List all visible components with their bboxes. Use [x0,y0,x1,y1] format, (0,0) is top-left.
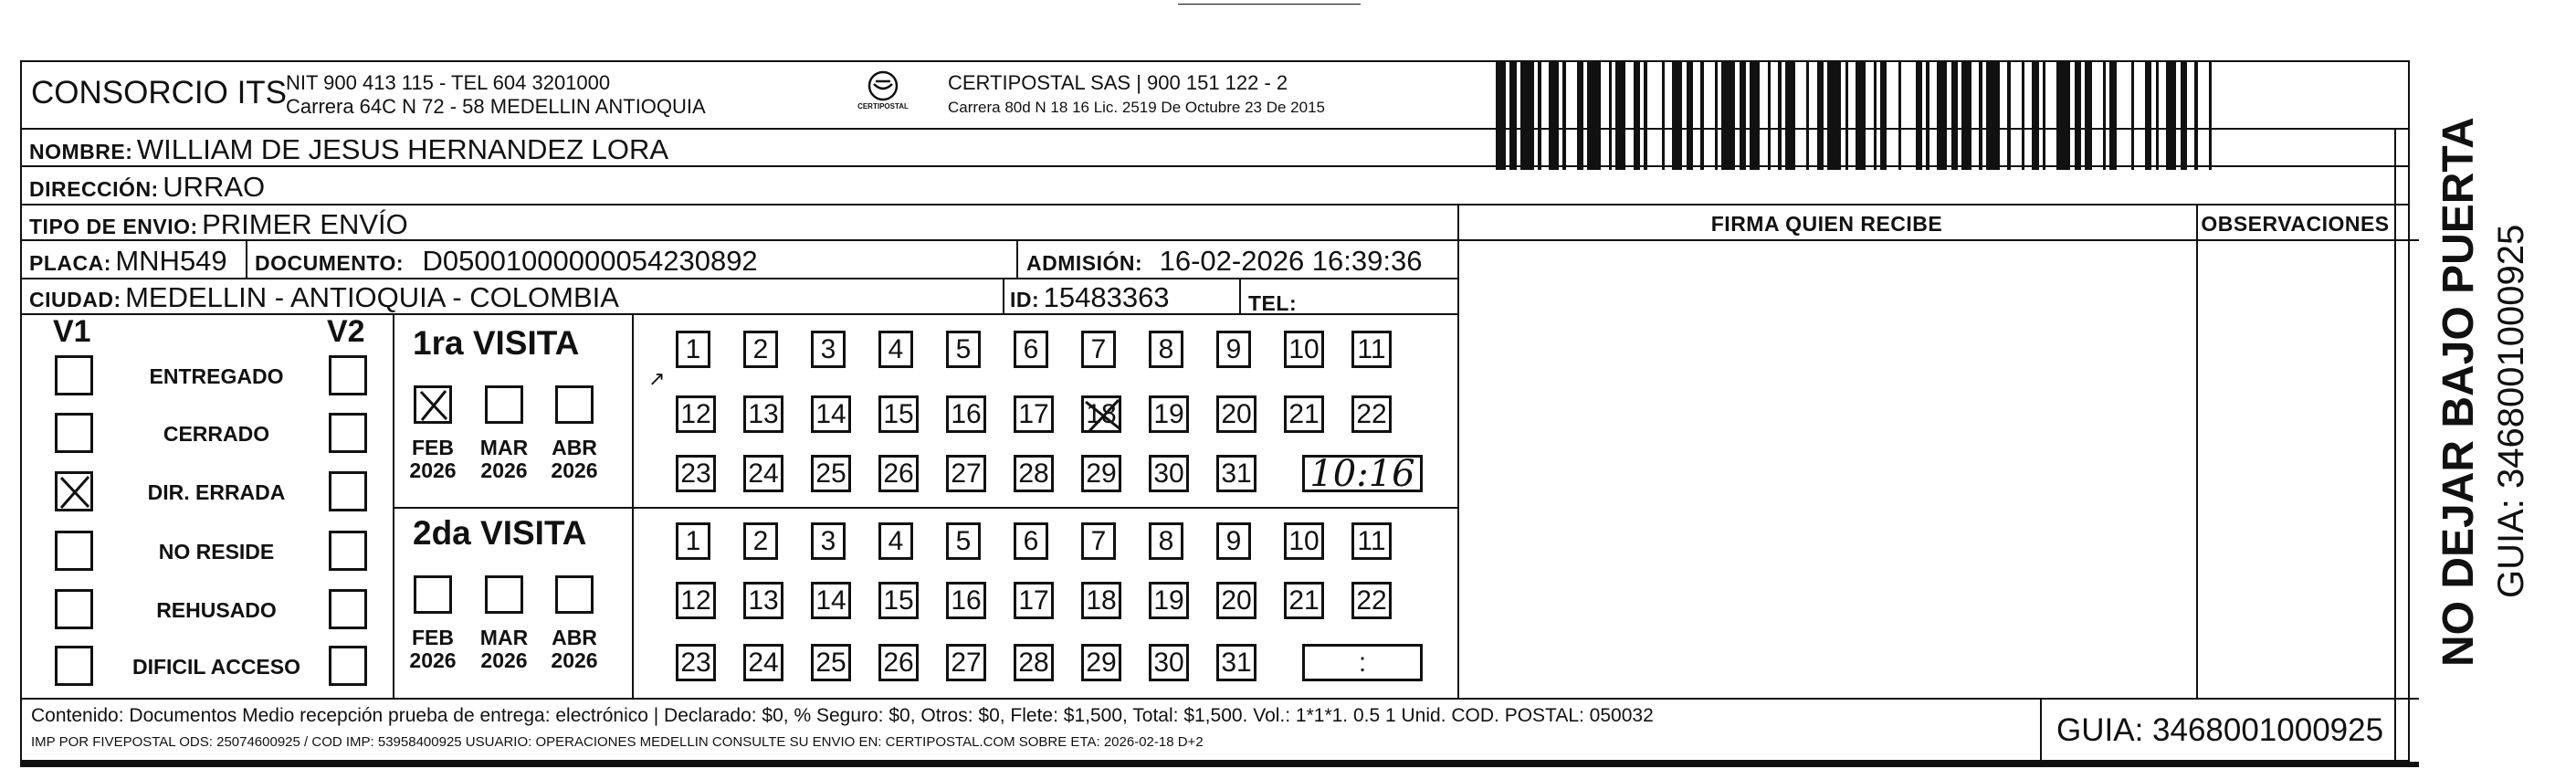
status-label: DIFICIL ACCESO [131,655,300,679]
visit2-day-box[interactable] [878,644,919,681]
day-number: 20 [1221,399,1252,429]
day-number: 31 [1221,458,1252,489]
visit2-day-box[interactable] [811,644,851,681]
handwritten-x-mark [58,474,92,511]
month-year: 2026 [480,648,528,672]
day-number: 19 [1153,399,1184,429]
visit2-day-box[interactable] [878,582,919,619]
visit2-title: 2da VISITA [413,514,587,552]
id-value: 15483363 [1043,281,1170,313]
grid-line [2394,128,2396,762]
visit1-month-label [401,437,465,482]
v1-checkbox[interactable] [55,646,93,686]
day-number: 3 [820,334,836,364]
visit1-day-box[interactable] [743,395,783,433]
day-number: 28 [1018,458,1049,489]
visit2-day-box[interactable] [1081,522,1116,560]
v1-checkbox[interactable] [55,471,93,511]
firma-header: FIRMA QUIEN RECIBE [1710,212,1943,236]
nombre-label: NOMBRE: [29,140,133,163]
visit1-day-box[interactable] [878,455,919,492]
visit1-day-box[interactable] [811,455,851,492]
direccion-row [29,171,265,204]
visit2-day-box[interactable] [1216,582,1256,619]
grid-line [20,204,2410,205]
day-number: 20 [1221,585,1252,616]
placa-label: PLACA: [29,251,111,275]
day-number: 5 [955,334,972,364]
grid-line [20,278,1457,279]
company-address: Carrera 64C N 72 - 58 MEDELLIN ANTIOQUIA [286,95,706,118]
day-number: 11 [1357,334,1386,364]
visit2-day-box[interactable] [811,522,846,560]
grid-line [1016,239,1018,278]
tel-row [1248,285,1297,318]
handwritten-x-mark [1084,398,1124,441]
admision-label: ADMISIÓN: [1026,251,1143,275]
grid-line [246,239,247,278]
status-label: NO RESIDE [158,540,275,564]
day-number: 3 [820,526,836,556]
tipo-label: TIPO DE ENVIO: [29,215,198,238]
id-row [1010,281,1170,314]
day-number: 13 [748,399,779,429]
day-number: 6 [1023,526,1039,556]
day-number: 1 [685,526,701,556]
v1-checkbox[interactable] [55,531,93,571]
day-number: 29 [1086,458,1117,489]
ciudad-label: CIUDAD: [29,288,121,311]
visit2-day-box[interactable] [1149,522,1183,560]
day-number: 19 [1153,585,1184,616]
visit2-day-box[interactable] [946,644,986,681]
visit2-day-box[interactable] [1351,582,1392,619]
status-label: REHUSADO [156,598,277,622]
grid-line [1003,278,1004,313]
tel-label: TEL: [1248,291,1298,315]
day-number: 16 [951,399,982,429]
day-number: 23 [680,648,711,678]
month-year: 2026 [409,648,457,672]
visit2-day-box[interactable] [743,644,783,681]
day-number: 13 [748,585,779,616]
day-number: 17 [1018,585,1049,616]
visit1-day-box[interactable] [743,331,778,368]
ciudad-value: MEDELLIN - ANTIOQUIA - COLOMBIA [125,281,619,313]
visit2-day-box[interactable] [1216,522,1251,560]
month-year: 2026 [409,458,457,482]
day-number: 28 [1018,648,1049,678]
visit1-day-box[interactable] [676,455,716,492]
day-number: 25 [815,648,846,678]
documento-value: D05001000000054230892 [422,245,758,277]
visit2-day-box[interactable] [1284,522,1324,560]
day-number: 18 [1086,399,1117,429]
visit1-day-box[interactable] [1284,395,1324,433]
visit1-day-box[interactable] [1081,331,1116,368]
v2-label: V2 [327,314,365,349]
visit2-day-box[interactable] [1081,644,1121,681]
visit1-day-box[interactable] [676,395,716,433]
visit2-day-box[interactable] [676,582,716,619]
visit1-day-box[interactable] [1351,331,1392,368]
day-number: 21 [1288,585,1320,616]
side-guia: GUIA: 3468001000925 [2491,224,2531,598]
documento-label: DOCUMENTO: [255,251,405,275]
visit1-day-box[interactable] [878,395,919,433]
day-number: 10 [1288,526,1320,556]
grid-line [20,128,2410,130]
visit1-month-label [542,437,606,482]
day-number: 1 [685,334,701,364]
v2-checkbox[interactable] [329,589,367,629]
day-number: 9 [1225,334,1242,364]
day-number: 12 [680,399,711,429]
day-number: 4 [888,334,904,364]
visit1-title: 1ra VISITA [413,324,580,362]
admision-value: 16-02-2026 16:39:36 [1159,245,1423,277]
company-name: CONSORCIO ITS [31,75,288,111]
day-number: 16 [951,585,982,616]
month-name: ABR [552,436,597,459]
day-number: 24 [748,648,779,678]
day-number: 7 [1090,334,1107,364]
day-number: 18 [1086,585,1117,616]
visit1-day-box[interactable] [878,331,913,368]
visit1-day-box[interactable] [1081,455,1121,492]
visit1-month-label [472,437,536,482]
visit1-day-box[interactable] [946,455,986,492]
visit1-day-box[interactable] [1351,395,1392,433]
visit2-day-box[interactable] [1081,582,1121,619]
day-number: 26 [883,458,914,489]
day-number: 7 [1090,526,1107,556]
visit1-day-box[interactable] [1014,455,1054,492]
grid-line [632,313,634,698]
visit1-day-box[interactable] [1216,455,1256,492]
day-number: 11 [1357,526,1386,556]
placa-row [29,245,227,278]
visit1-time-box[interactable] [1302,453,1423,495]
side-warning: NO DEJAR BAJO PUERTA [2434,117,2483,667]
top-edge-line [1178,4,1361,5]
day-number: 21 [1288,399,1320,429]
day-number: 23 [680,458,711,489]
visit2-day-box[interactable] [1149,582,1189,619]
visit1-day-box[interactable] [676,331,710,368]
v2-checkbox[interactable] [329,646,367,686]
visit1-day-box[interactable] [743,455,783,492]
admision-row [1026,245,1422,278]
day-number: 22 [1356,399,1387,429]
month-year: 2026 [551,648,598,672]
month-name: MAR [479,626,529,649]
day-number: 8 [1158,526,1174,556]
nombre-value: WILLIAM DE JESUS HERNANDEZ LORA [136,133,669,165]
day-number: 5 [955,526,972,556]
visit1-day-box[interactable] [1014,395,1054,433]
visit2-day-box[interactable] [743,522,778,560]
id-label: ID: [1010,288,1040,311]
visit2-day-box[interactable] [878,522,913,560]
day-number: 30 [1153,458,1184,489]
v2-checkbox[interactable] [329,531,367,571]
v2-checkbox[interactable] [329,413,367,453]
day-number: 14 [815,399,846,429]
day-number: 24 [748,458,779,489]
status-label: DIR. ERRADA [147,480,286,504]
status-label: ENTREGADO [149,364,284,388]
visit2-day-box[interactable] [676,644,716,681]
visit2-month-checkbox[interactable] [414,575,452,614]
bottom-edge-line [20,762,2419,767]
visit1-day-box[interactable] [811,395,851,433]
visit1-month-checkbox[interactable] [555,385,594,424]
visit2-day-box[interactable] [676,522,710,560]
day-number: 17 [1018,399,1049,429]
direccion-label: DIRECCIÓN: [29,177,159,201]
visit2-day-box[interactable] [1014,582,1054,619]
visit2-day-box[interactable] [1014,522,1048,560]
company-nit: NIT 900 413 115 - TEL 604 3201000 [286,71,611,94]
visit1-month-checkbox[interactable] [414,385,452,424]
visit2-day-box[interactable] [743,582,783,619]
visit2-month-label [472,627,536,672]
grid-line [393,507,1457,509]
visit1-day-box[interactable] [1149,331,1183,368]
visit1-day-box[interactable] [1216,395,1256,433]
day-number: 12 [680,585,711,616]
carrier-address: Carrera 80d N 18 16 Lic. 2519 De Octubre 23 De 2015 [948,99,1325,116]
footer-guia: GUIA: 3468001000925 [2056,712,2384,748]
visit2-day-box[interactable] [1284,582,1324,619]
visit1-day-box[interactable] [1014,331,1048,368]
footer-imp: IMP POR FIVEPOSTAL ODS: 25074600925 / COD IMP: 53958400925 USUARIO: OPERACIONES MEDELLIN CONSULTE SU ENVIO EN: CERTIPOSTAL.COM SOBRE ETA: 2026-02-18 D+2 [31,734,1204,750]
grid-line [20,698,2419,700]
day-number: 15 [883,399,914,429]
day-number: 14 [815,585,846,616]
day-number: 25 [815,458,846,489]
day-number: 26 [883,648,914,678]
v1-label: V1 [53,314,91,349]
visit1-day-box[interactable] [1216,331,1251,368]
day-number: 30 [1153,648,1184,678]
day-number: 15 [883,585,914,616]
v2-checkbox[interactable] [329,471,367,511]
visit1-day-box[interactable] [811,331,846,368]
handwritten-x-mark [416,388,451,423]
grid-line [2040,698,2042,762]
ciudad-row [29,281,619,314]
grid-line [1239,278,1241,313]
v2-checkbox[interactable] [329,355,367,395]
visit2-day-box[interactable] [1014,644,1054,681]
nombre-row [29,133,668,166]
visit2-month-checkbox[interactable] [485,575,523,614]
grid-line [393,313,394,698]
day-number: 27 [951,648,982,678]
month-name: FEB [412,436,454,459]
visit1-tick-mark: ↗ [648,367,666,390]
visit2-day-box[interactable] [1149,644,1189,681]
visit1-day-box[interactable] [1284,331,1324,368]
visit2-time-value: : [1358,648,1367,678]
observaciones-header: OBSERVACIONES [2201,212,2390,236]
month-year: 2026 [480,458,528,482]
certipostal-logo-text: CERTIPOSTAL [857,102,909,111]
day-number: 10 [1288,334,1320,364]
placa-value: MNH549 [115,245,227,277]
visit2-time-box[interactable] [1302,644,1423,681]
carrier-name: CERTIPOSTAL SAS | 900 151 122 - 2 [948,71,1288,94]
day-number: 6 [1023,334,1039,364]
visit2-day-box[interactable] [811,582,851,619]
v1-checkbox[interactable] [55,355,93,395]
documento-row [255,245,758,278]
grid-line [2196,204,2198,698]
visit2-day-box[interactable] [1216,644,1256,681]
tipo-value: PRIMER ENVÍO [202,208,408,240]
day-number: 27 [951,458,982,489]
day-number: 29 [1086,648,1117,678]
visit2-month-label [542,627,606,672]
day-number: 2 [752,334,769,364]
day-number: 4 [888,526,904,556]
visit2-day-box[interactable] [946,522,981,560]
visit1-day-box[interactable] [946,331,981,368]
visit1-time-value: 10:16 [1309,453,1415,495]
month-name: ABR [552,626,597,649]
day-number: 31 [1221,648,1252,678]
visit2-day-box[interactable] [1351,522,1392,560]
visit1-day-box[interactable] [946,395,986,433]
v1-checkbox[interactable] [55,413,93,453]
day-number: 8 [1158,334,1174,364]
footer-contenido: Contenido: Documentos Medio recepción prueba de entrega: electrónico | Declarado: $0, % Seguro: $0, Otros: $0, Flete: $1,500, Total: $1,500. Vol.: 1*1*1. 0.5 1 Unid. COD. POSTAL: 050032 [31,705,1654,726]
v1-checkbox[interactable] [55,589,93,629]
tipo-row [29,208,408,241]
month-name: MAR [479,436,529,459]
visit1-day-box[interactable] [1081,395,1121,433]
month-year: 2026 [551,458,598,482]
visit2-month-checkbox[interactable] [555,575,594,614]
visit2-month-label [401,627,465,672]
grid-line [1457,204,1459,698]
visit2-day-box[interactable] [946,582,986,619]
day-number: 2 [752,526,769,556]
direccion-value: URRAO [163,171,266,203]
status-label: CERRADO [163,422,270,446]
visit1-day-box[interactable] [1149,455,1189,492]
month-name: FEB [412,626,454,649]
visit1-day-box[interactable] [1149,395,1189,433]
day-number: 22 [1356,585,1387,616]
day-number: 9 [1225,526,1242,556]
visit1-month-checkbox[interactable] [485,385,523,424]
